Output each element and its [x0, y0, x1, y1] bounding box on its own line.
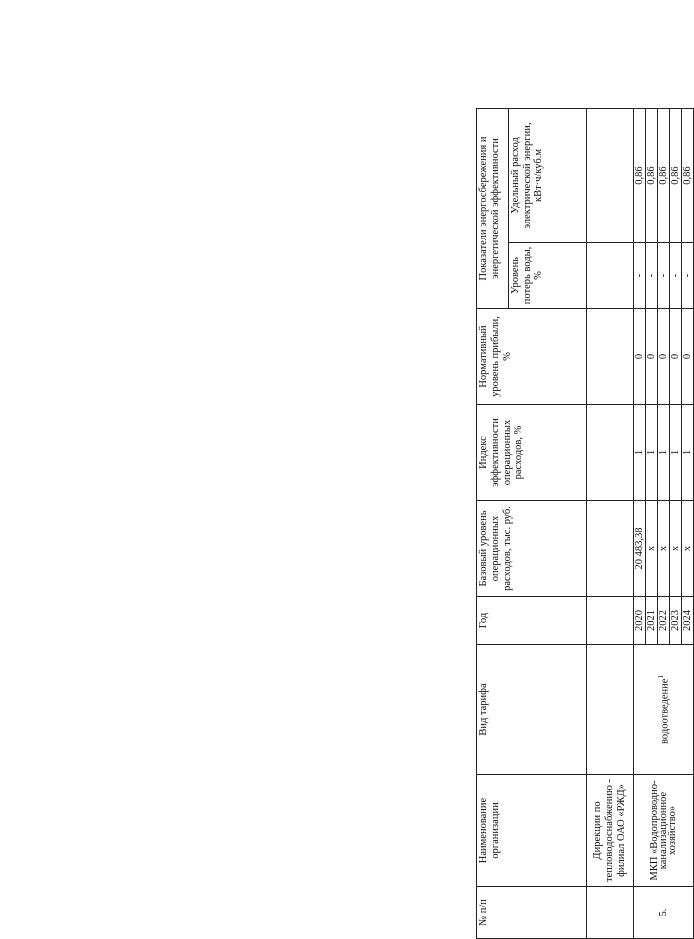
header-power-consumption: Удельный расход электрической энергии, кВт·ч/куб.м — [508, 108, 586, 242]
row-tariff-type — [633, 645, 693, 775]
prev-row-power — [587, 108, 633, 242]
cell-base: x — [645, 501, 657, 597]
cell-profit: 0 — [669, 309, 681, 405]
cell-loss: - — [645, 243, 657, 309]
header-profit-level: Нормативный уровень прибыли, % — [477, 309, 587, 405]
prev-row-loss — [587, 243, 633, 309]
header-base-level: Базовый уровень операционных расходов, тыс. руб. — [477, 501, 587, 597]
prev-row-num — [587, 887, 633, 939]
cell-year: 2023 — [669, 597, 681, 645]
cell-loss: - — [669, 243, 681, 309]
header-org-label: Наименование организации — [478, 797, 501, 864]
cell-loss: - — [681, 243, 693, 309]
cell-base: x — [681, 501, 693, 597]
header-year: Год — [477, 597, 587, 645]
tariff-table — [476, 108, 694, 939]
rotated-table-page — [476, 109, 694, 939]
cell-index: 1 — [645, 405, 657, 501]
cell-index: 1 — [669, 405, 681, 501]
header-energy-group: Показатели энергосбережения и энергетической эффективности — [477, 108, 509, 308]
cell-year: 2022 — [657, 597, 669, 645]
header-water-loss: Уровень потерь воды, % — [508, 243, 586, 309]
prev-row-tariff — [587, 645, 633, 775]
cell-year: 2024 — [681, 597, 693, 645]
header-efficiency-index: Индекс эффективности операционных расходов, % — [477, 405, 587, 501]
header-num: № п/п — [477, 887, 587, 939]
header-tariff: Вид тарифа — [477, 645, 587, 775]
cell-base: 20 483,38 — [633, 501, 645, 597]
prev-row-base — [587, 501, 633, 597]
cell-loss: - — [657, 243, 669, 309]
cell-profit: 0 — [633, 309, 645, 405]
header-org — [477, 775, 587, 887]
row-organization: МКП «Водопроводно-канализационное хозяйство» — [633, 775, 693, 887]
cell-power: 0,86 — [633, 108, 645, 242]
cell-index: 1 — [657, 405, 669, 501]
prev-row-profit — [587, 309, 633, 405]
row-number: 5. — [633, 887, 693, 939]
cell-profit: 0 — [681, 309, 693, 405]
cell-base: x — [657, 501, 669, 597]
cell-index: 1 — [681, 405, 693, 501]
cell-loss: - — [633, 243, 645, 309]
cell-power: 0,86 — [645, 108, 657, 242]
cell-index: 1 — [633, 405, 645, 501]
cell-power: 0,86 — [669, 108, 681, 242]
row-tariff-footnote: 1 — [657, 675, 666, 679]
cell-profit: 0 — [645, 309, 657, 405]
cell-year: 2021 — [645, 597, 657, 645]
cell-power: 0,86 — [657, 108, 669, 242]
cell-year: 2020 — [633, 597, 645, 645]
row-tariff-label: водоотведение — [659, 678, 671, 744]
table-row — [633, 108, 645, 938]
cell-power: 0,86 — [681, 108, 693, 242]
prev-row-index — [587, 405, 633, 501]
prev-row-year — [587, 597, 633, 645]
prev-row-org: Дирекции по тепловодоснабжению - филиал ОАО «РЖД» — [587, 775, 633, 887]
cell-base: x — [669, 501, 681, 597]
cell-profit: 0 — [657, 309, 669, 405]
